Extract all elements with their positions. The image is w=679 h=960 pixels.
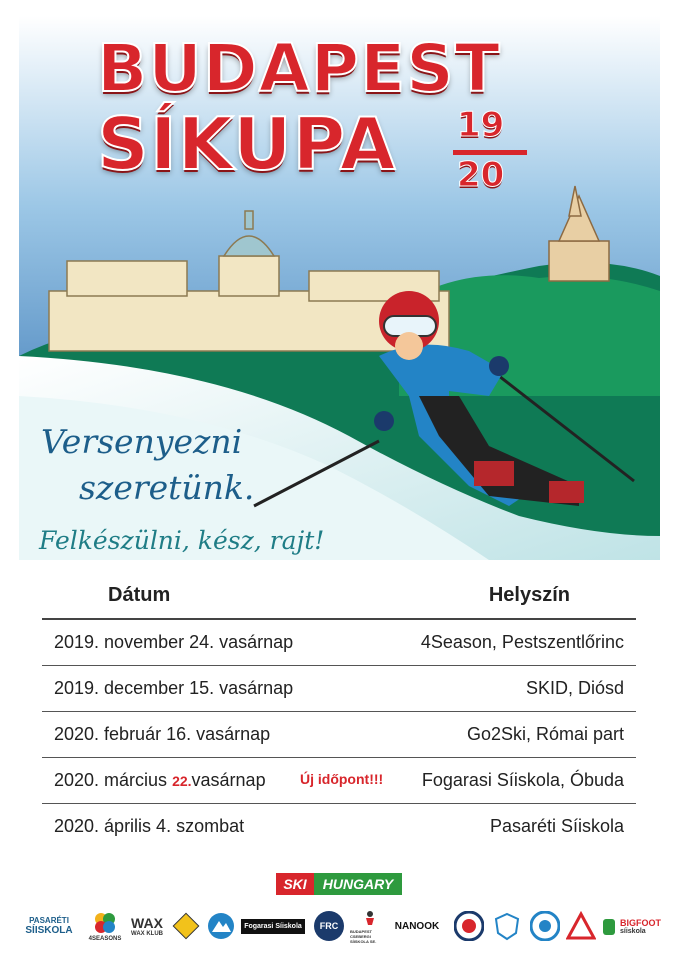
row-place: Pasaréti Síiskola (489, 816, 624, 836)
foot-icon (601, 915, 617, 937)
season-bottom: 20 (457, 155, 505, 195)
row-place: SKID, Diósd (525, 678, 624, 698)
logo-text: BIGFOOT (620, 917, 661, 928)
table-row (42, 620, 636, 666)
table-row (42, 712, 636, 758)
logo-emblem-3 (528, 903, 562, 949)
logo-text: 4SEASONS (88, 936, 122, 942)
ski-hungary-left: SKI (276, 873, 314, 895)
logo-subtext: SÍISKOLA (25, 925, 73, 936)
logo-pasareti (16, 903, 82, 949)
round-badge-icon (530, 911, 560, 941)
slogan-line-1: Versenyezni (41, 422, 243, 461)
triangle-icon (566, 911, 596, 941)
row-date: 2020. április 4. szombat (54, 816, 245, 836)
schedule-table (42, 578, 636, 849)
table-header (42, 578, 636, 620)
ski-hungary-right: HUNGARY (314, 873, 402, 895)
table-row (42, 804, 636, 849)
slogan-line-3: Felkészülni, kész, rajt! (39, 526, 325, 555)
title-sikupa: SÍKUPA (97, 102, 397, 186)
new-date-note: Új időpont!!! (300, 771, 384, 787)
row-date: 2019. november 24. vasárnap (54, 632, 294, 652)
logo-emblem-2 (490, 903, 524, 949)
logo-subtext: síiskola (620, 927, 646, 935)
logo-text: NANOOK (394, 920, 440, 932)
badge-icon (454, 911, 484, 941)
title-budapest: BUDAPEST (97, 30, 501, 107)
row-date-highlight: 22. (172, 773, 192, 789)
logo-text: Fogarasi Síiskola (241, 919, 305, 934)
logo-text: PASARÉTI (29, 916, 69, 925)
diamond-icon (171, 911, 201, 941)
table-row (42, 758, 636, 804)
logo-csebergi (350, 903, 390, 949)
logo-text: FRC (314, 911, 344, 941)
row-place: 4Season, Pestszentlőrinc (420, 632, 624, 652)
skier-icon (360, 909, 380, 929)
row-date (54, 770, 266, 791)
logo-skid (170, 903, 202, 949)
header-date: Dátum (108, 584, 171, 606)
logo-subtext: WAX KLUB (131, 931, 163, 937)
row-date-suffix: vasárnap (191, 770, 266, 790)
slogan-line-2: szeretünk. (79, 468, 255, 507)
logo-nanook (394, 903, 440, 949)
logo-mountain-club (206, 903, 236, 949)
table-row (42, 666, 636, 712)
logo-4seasons (86, 903, 124, 949)
logo-text: WAX (131, 915, 163, 931)
logo-emblem-4 (564, 903, 598, 949)
flower-icon (92, 910, 118, 936)
logo-subtext: BUDAPEST CSEBERGI SÍISKOLA SE. (350, 928, 377, 944)
row-date-prefix: 2020. március (54, 770, 173, 790)
row-place: Fogarasi Síiskola, Óbuda (421, 770, 624, 790)
row-place: Go2Ski, Római part (466, 724, 624, 744)
season-top: 19 (457, 105, 505, 145)
logo-bigfoot (600, 903, 662, 949)
logo-fogarasi (240, 903, 306, 949)
row-date: 2019. december 15. vasárnap (54, 678, 294, 698)
logo-frc (312, 903, 346, 949)
logo-wax-klub (126, 903, 168, 949)
ski-hungary-logo (276, 873, 402, 895)
header-place: Helyszín (488, 584, 570, 606)
row-date: 2020. február 16. vasárnap (54, 724, 271, 744)
shield-icon (492, 911, 522, 941)
mountain-icon (207, 912, 235, 940)
sponsor-logos (16, 903, 664, 949)
logo-emblem-1 (452, 903, 486, 949)
poster-illustration (19, 16, 660, 560)
